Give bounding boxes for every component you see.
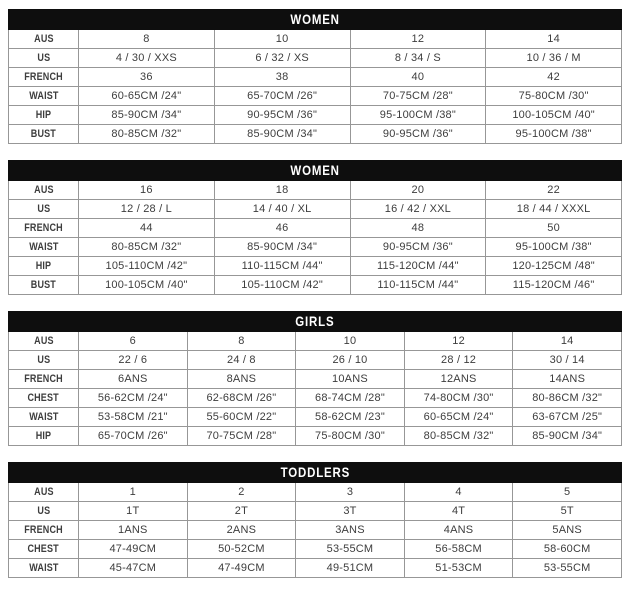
table-row (9, 483, 622, 502)
table-row (9, 559, 622, 578)
row-label-text: AUS (33, 486, 54, 498)
size-cell: 12 / 28 / L (79, 200, 215, 219)
row-label (9, 540, 79, 559)
size-cell: 20 (350, 181, 486, 200)
size-cell: 80-85CM /32" (404, 427, 513, 446)
size-cell: 12 (350, 30, 486, 49)
row-label (9, 276, 79, 295)
size-cell: 110-115CM /44" (214, 257, 350, 276)
table-title: GIRLS (295, 313, 335, 329)
size-cell: 70-75CM /28" (187, 427, 296, 446)
size-cell: 2T (187, 502, 296, 521)
size-cell: 70-75CM /28" (350, 87, 486, 106)
size-cell: 90-95CM /36" (214, 106, 350, 125)
size-cell: 18 (214, 181, 350, 200)
size-cell: 110-115CM /44" (350, 276, 486, 295)
size-cell: 10 (296, 332, 405, 351)
size-cell: 45-47CM (79, 559, 188, 578)
row-label (9, 351, 79, 370)
table-row (9, 219, 622, 238)
table-title: TODDLERS (280, 464, 350, 480)
size-cell: 3T (296, 502, 405, 521)
size-cell: 6ANS (79, 370, 188, 389)
size-cell: 68-74CM /28" (296, 389, 405, 408)
size-cell: 10 (214, 30, 350, 49)
size-cell: 16 (79, 181, 215, 200)
row-label-text: HIP (35, 430, 52, 442)
size-cell: 4T (404, 502, 513, 521)
row-label-text: BUST (30, 128, 57, 140)
row-label-text: CHEST (27, 543, 60, 555)
row-label (9, 200, 79, 219)
size-cell: 95-100CM /38" (486, 238, 622, 257)
size-cell: 115-120CM /44" (350, 257, 486, 276)
size-cell: 44 (79, 219, 215, 238)
size-cell: 8 (187, 332, 296, 351)
size-cell: 53-58CM /21" (79, 408, 188, 427)
row-label (9, 181, 79, 200)
size-cell: 74-80CM /30" (404, 389, 513, 408)
row-label (9, 332, 79, 351)
row-label-text: AUS (33, 335, 54, 347)
size-cell: 40 (350, 68, 486, 87)
row-label (9, 49, 79, 68)
size-cell: 10 / 36 / M (486, 49, 622, 68)
table-row (9, 181, 622, 200)
row-label (9, 257, 79, 276)
size-cell: 90-95CM /36" (350, 125, 486, 144)
size-cell: 56-62CM /24" (79, 389, 188, 408)
size-cell: 42 (486, 68, 622, 87)
table-row (9, 238, 622, 257)
table-row (9, 408, 622, 427)
row-label-text: WAIST (28, 241, 59, 253)
size-cell: 105-110CM /42" (79, 257, 215, 276)
size-cell: 22 (486, 181, 622, 200)
size-cell: 50 (486, 219, 622, 238)
size-cell: 38 (214, 68, 350, 87)
size-cell: 47-49CM (187, 559, 296, 578)
table-row (9, 49, 622, 68)
table-row (9, 68, 622, 87)
size-cell: 120-125CM /48" (486, 257, 622, 276)
row-label (9, 408, 79, 427)
size-cell: 50-52CM (187, 540, 296, 559)
table-title: WOMEN (290, 11, 340, 27)
size-cell: 53-55CM (296, 540, 405, 559)
row-label (9, 106, 79, 125)
size-cell: 105-110CM /42" (214, 276, 350, 295)
row-label-text: FRENCH (24, 524, 63, 536)
size-cell: 60-65CM /24" (404, 408, 513, 427)
size-cell: 80-86CM /32" (513, 389, 622, 408)
size-cell: 115-120CM /46" (486, 276, 622, 295)
size-cell: 16 / 42 / XXL (350, 200, 486, 219)
table-row (9, 276, 622, 295)
size-cell: 12 (404, 332, 513, 351)
size-cell: 95-100CM /38" (486, 125, 622, 144)
row-label-text: FRENCH (24, 222, 63, 234)
size-table-girls-2 (8, 311, 622, 446)
size-cell: 14 (513, 332, 622, 351)
size-cell: 8 (79, 30, 215, 49)
size-cell: 75-80CM /30" (296, 427, 405, 446)
table-row (9, 540, 622, 559)
size-cell: 3 (296, 483, 405, 502)
row-label-text: HIP (35, 260, 52, 272)
table-title-bar (9, 10, 622, 30)
size-cell: 75-80CM /30" (486, 87, 622, 106)
row-label (9, 521, 79, 540)
row-label (9, 427, 79, 446)
size-cell: 1 (79, 483, 188, 502)
size-cell: 14 / 40 / XL (214, 200, 350, 219)
size-table-women-0 (8, 9, 622, 144)
size-cell: 51-53CM (404, 559, 513, 578)
size-cell: 8ANS (187, 370, 296, 389)
size-cell: 47-49CM (79, 540, 188, 559)
size-cell: 1ANS (79, 521, 188, 540)
row-label-text: FRENCH (24, 373, 63, 385)
size-cell: 18 / 44 / XXXL (486, 200, 622, 219)
size-cell: 26 / 10 (296, 351, 405, 370)
size-cell: 53-55CM (513, 559, 622, 578)
row-label (9, 30, 79, 49)
size-cell: 60-65CM /24" (79, 87, 215, 106)
size-cell: 85-90CM /34" (214, 125, 350, 144)
size-cell: 58-62CM /23" (296, 408, 405, 427)
table-row (9, 257, 622, 276)
row-label-text: US (37, 354, 50, 366)
size-cell: 63-67CM /25" (513, 408, 622, 427)
row-label (9, 125, 79, 144)
size-cell: 14 (486, 30, 622, 49)
size-cell: 90-95CM /36" (350, 238, 486, 257)
size-cell: 85-90CM /34" (79, 106, 215, 125)
size-cell: 8 / 34 / S (350, 49, 486, 68)
table-row (9, 332, 622, 351)
size-cell: 58-60CM (513, 540, 622, 559)
table-title-bar (9, 161, 622, 181)
size-cell: 62-68CM /26" (187, 389, 296, 408)
row-label-text: CHEST (27, 392, 60, 404)
size-cell: 4 / 30 / XXS (79, 49, 215, 68)
row-label (9, 370, 79, 389)
row-label (9, 68, 79, 87)
table-title: WOMEN (290, 162, 340, 178)
size-cell: 65-70CM /26" (214, 87, 350, 106)
row-label-text: US (37, 52, 50, 64)
table-row (9, 389, 622, 408)
size-cell: 48 (350, 219, 486, 238)
row-label-text: WAIST (28, 562, 59, 574)
size-cell: 100-105CM /40" (79, 276, 215, 295)
size-cell: 80-85CM /32" (79, 238, 215, 257)
table-row (9, 200, 622, 219)
size-cell: 55-60CM /22" (187, 408, 296, 427)
row-label (9, 559, 79, 578)
size-cell: 46 (214, 219, 350, 238)
size-cell: 12ANS (404, 370, 513, 389)
size-cell: 1T (79, 502, 188, 521)
row-label-text: BUST (30, 279, 57, 291)
table-row (9, 351, 622, 370)
size-cell: 5 (513, 483, 622, 502)
table-row (9, 30, 622, 49)
size-cell: 36 (79, 68, 215, 87)
size-cell: 49-51CM (296, 559, 405, 578)
table-title-bar (9, 312, 622, 332)
size-cell: 100-105CM /40" (486, 106, 622, 125)
size-cell: 5ANS (513, 521, 622, 540)
table-row (9, 106, 622, 125)
row-label-text: US (37, 203, 50, 215)
table-row (9, 502, 622, 521)
size-cell: 24 / 8 (187, 351, 296, 370)
table-row (9, 87, 622, 106)
size-cell: 30 / 14 (513, 351, 622, 370)
row-label (9, 483, 79, 502)
size-cell: 80-85CM /32" (79, 125, 215, 144)
row-label-text: FRENCH (24, 71, 63, 83)
size-cell: 4 (404, 483, 513, 502)
size-cell: 22 / 6 (79, 351, 188, 370)
size-cell: 56-58CM (404, 540, 513, 559)
size-cell: 6 / 32 / XS (214, 49, 350, 68)
size-cell: 10ANS (296, 370, 405, 389)
row-label-text: HIP (35, 109, 52, 121)
table-row (9, 521, 622, 540)
size-cell: 28 / 12 (404, 351, 513, 370)
size-cell: 6 (79, 332, 188, 351)
size-cell: 5T (513, 502, 622, 521)
size-cell: 85-90CM /34" (513, 427, 622, 446)
row-label-text: AUS (33, 184, 54, 196)
row-label-text: WAIST (28, 411, 59, 423)
row-label-text: WAIST (28, 90, 59, 102)
row-label (9, 502, 79, 521)
size-table-toddlers-3 (8, 462, 622, 578)
row-label (9, 238, 79, 257)
size-cell: 2ANS (187, 521, 296, 540)
size-cell: 2 (187, 483, 296, 502)
table-title-bar (9, 463, 622, 483)
row-label-text: AUS (33, 33, 54, 45)
size-cell: 65-70CM /26" (79, 427, 188, 446)
size-cell: 85-90CM /34" (214, 238, 350, 257)
table-row (9, 370, 622, 389)
row-label (9, 219, 79, 238)
size-cell: 4ANS (404, 521, 513, 540)
size-cell: 95-100CM /38" (350, 106, 486, 125)
size-cell: 14ANS (513, 370, 622, 389)
row-label (9, 87, 79, 106)
table-row (9, 427, 622, 446)
size-cell: 3ANS (296, 521, 405, 540)
size-table-women-1 (8, 160, 622, 295)
row-label (9, 389, 79, 408)
row-label-text: US (37, 505, 50, 517)
table-row (9, 125, 622, 144)
